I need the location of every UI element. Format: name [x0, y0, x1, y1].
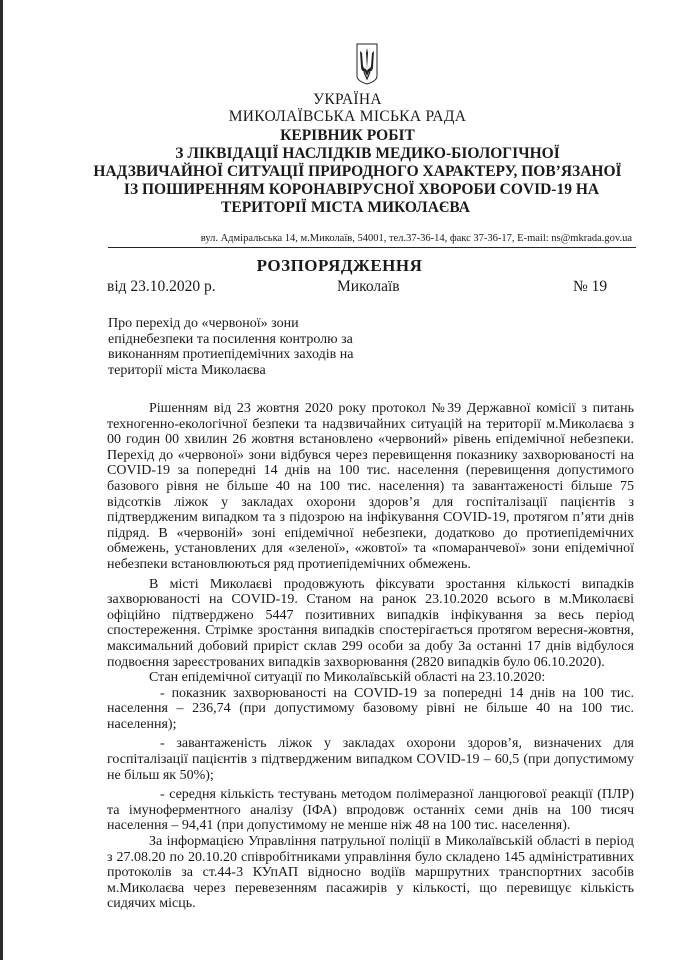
list-item: - завантаженість ліжок у закладах охорони здоров’я, визначених для госпіталізації пацієнтів з підтвердженим випадком COVID-19 – 60,5 (при допустимому не більш як 50%);	[107, 736, 634, 783]
order-number: № 19	[573, 278, 608, 295]
authority-title-line: З ЛІКВІДАЦІЇ НАСЛІДКІВ МЕДИКО-БІОЛОГІЧНОЇ	[175, 145, 560, 162]
authority-title-line: НАДЗВИЧАЙНОЇ СИТУАЦІЇ ПРИРОДНОГО ХАРАКТЕРУ, ПОВ’ЯЗАНОЇ	[93, 163, 622, 180]
order-city: Миколаїв	[337, 278, 400, 295]
order-date: від 23.10.2020 р.	[107, 278, 216, 295]
authority-title-line: КЕРІВНИК РОБІТ	[280, 127, 415, 144]
contact-address: вул. Адміральська 14, м.Миколаїв, 54001, тел.37-36-14, факс 37-36-17, E-mail: ns@mkrada.gov.ua	[200, 233, 632, 244]
list-item: - середня кількість тестувань методом полімеразної ланцюгової реакції (ПЛР) та імуноферментного аналізу (ІФА) впродовж останніх семи днів на 100 тисяч населення – 94,41 (при допустимому не менше ніж 48 на 100 тис. населення).	[107, 787, 634, 834]
authority-title-line: ТЕРИТОРІЇ МІСТА МИКОЛАЄВА	[221, 199, 470, 216]
order-subject: Про перехід до «червоної» зони епіднебезпеки та посилення контролю за виконанням протиепідемічних заходів на території міста Миколаєва	[108, 316, 354, 378]
country-name: УКРАЇНА	[313, 91, 382, 108]
document-type-title: РОЗПОРЯДЖЕННЯ	[256, 256, 423, 275]
list-item: - показник захворюваності на COVID-19 за попередні 14 днів на 100 тис. населення – 236,74 (при допустимому базовому рівні не більше 40 на 100 тис. населення);	[107, 685, 634, 732]
authority-title-line: ІЗ ПОШИРЕННЯМ КОРОНАВІРУСНОЇ ХВОРОБИ COVID-19 НА	[123, 181, 600, 198]
body-paragraph: Стан епідемічної ситуації по Миколаївській області на 23.10.2020:	[149, 670, 546, 686]
scan-edge-shadow	[0, 0, 3, 960]
trident-coat-of-arms-icon	[356, 43, 378, 85]
header-divider	[108, 247, 636, 248]
council-name: МИКОЛАЇВСЬКА МІСЬКА РАДА	[228, 108, 467, 125]
body-paragraph: В місті Миколаєві продовжують фіксувати зростання кількості випадків захворюваності на COVID-19. Станом на ранок 23.10.2020 всього в м.Миколаєві офіційно підтверджено 5447 позитивних випадків інфікування за весь період спостереження. Стрімке зростання випадків спостерігається протягом вересня-жовтня, максимальний добовий приріст склав 299 особи за добу За останні 17 днів відбулося подвоєння зареєстрованих випадків захворювання (2820 випадків було 06.10.2020).	[107, 576, 634, 670]
body-paragraph: За інформацією Управління патрульної поліції в Миколаївській області в період з 27.08.20 по 20.10.20 співробітниками управління було складено 145 адміністративних протоколів за ст.44-3 КУпАП відносно водіїв маршрутних транспортних засобів м.Миколаєва через перевезенням пасажирів у кількості, що перевищує кількість сидячих місць.	[107, 834, 634, 912]
document-body	[107, 401, 634, 912]
body-paragraph: Рішенням від 23 жовтня 2020 року протокол №39 Державної комісії з питань техногенно-екологічної безпеки та надзвичайних ситуацій на території м.Миколаєва з 00 годин 00 хвилин 26 жовтня встановлено «червоний» рівень епідемічної небезпеки. Перехід до «червоної» зони відбувся через перевищення показнику захворюваності на COVID-19 за попередні 14 днів на 100 тис. населення (перевищення допустимого базового рівня не більше 40 на 100 тис. населення) та завантаженості більше 75 відсотків ліжок у закладах охорони здоров’я для госпіталізації пацієнтів з підтвердженим випадком та з підозрою на інфікування COVID-19, протягом п’яти днів підряд. В «червоній» зоні епідемічної небезпеки, додатково до протиепідемічних обмежень, установлених для «зеленої», «жовтої» та «помаранчевої» зони епідемічної небезпеки встановлюються ряд протиепідемічних обмежень.	[107, 401, 634, 572]
